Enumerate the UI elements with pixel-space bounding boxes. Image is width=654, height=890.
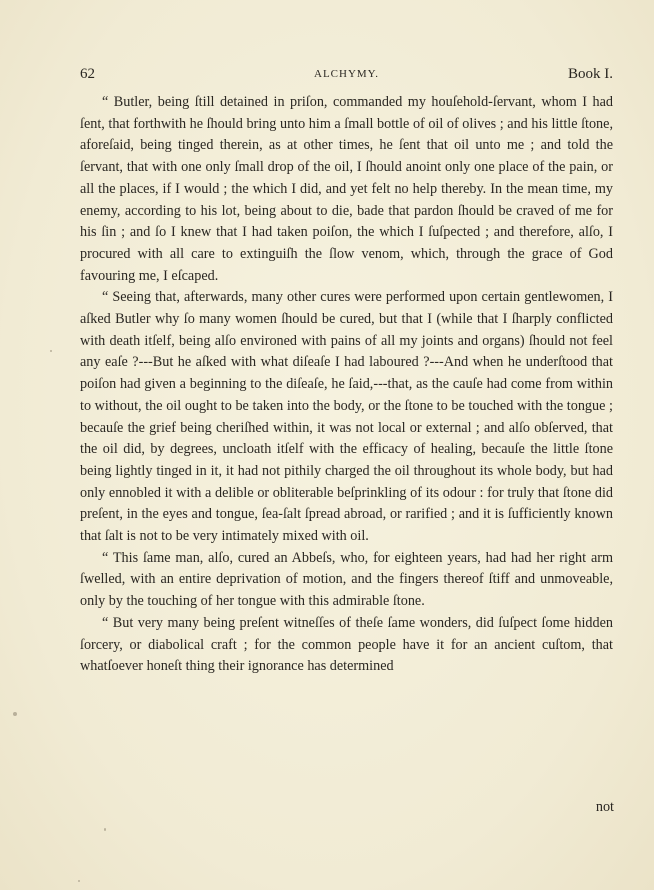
- running-title: ALCHYMY.: [314, 68, 379, 80]
- paper-speck: [50, 350, 52, 352]
- paragraph-abbess: “ This ſame man, alſo, cured an Abbeſs, who, for eighteen years, had had her right arm ſwelled, with an entire deprivation of motion, and the fingers thereof ſtiff and unmoveable, only by the touching of her tongue with this admirable ſtone.: [80, 549, 613, 610]
- paragraph-butler-prison: “ Butler, being ſtill detained in priſon, commanded my houſehold-ſervant, whom I had ſent, that forthwith he ſhould bring unto him a ſmall bottle of oil of olives ; and his little ſtone, aforeſaid, being tinged therein, as at other times, he ſent that oil unto me ; and told the ſervant, that with one only ſmall drop of the oil, I ſhould anoint only one place of the pain, or all the places, if I would ; the which I did, and yet felt no help thereby. In the mean time, my enemy, according to his lot, being about to die, bade that pardon ſhould be craved of me for his ſin ; and ſo I knew that I had taken poiſon, the which I ſuſpected ; and therefore, alſo, I procured with all care to extinguiſh the ſlow venom, which, through the grace of God favouring me, I eſcaped.: [80, 94, 613, 284]
- paper-speck: [13, 712, 17, 716]
- paper-speck: [104, 828, 106, 831]
- page-header: [80, 66, 613, 86]
- paragraph-sorcery: “ But very many being preſent witneſſes of theſe ſame wonders, did ſuſpect ſome hidden ſorcery, or diabolical craft ; for the common people have it for an ancient cuſtom, that whatſoever honeſt thing their ignorance has determined: [80, 614, 613, 675]
- paragraph-cures-gentlewomen: “ Seeing that, afterwards, many other cures were performed upon certain gentlewomen, I aſked Butler why ſo many women ſhould be cured, but that I (while that I ſharply conflicted with death itſelf, being alſo environed with pains of all my joints and organs) ſhould not feel any eaſe ?---But he aſked with what diſeaſe I had laboured ?---And when he underſtood that poiſon had given a beginning to the diſeaſe, he ſaid,---that, as the cauſe had come from within to without, the oil ought to be taken into the body, or the ſtone to be touched with the tongue ; becauſe the grief being cheriſhed within, it was not local or external ; and alſo obſerved, that the oil did, by degrees, uncloath itſelf with the efficacy of healing, becauſe the little ſtone being lightly tinged in it, it had not pithily charged the oil throughout its whole body, but had only ennobled it with a delible or obliterable beſprinkling of its odour : for truly that ſtone did preſent, in the eyes and tongue, ſea-ſalt ſpread abroad, or rarified ; and it is ſufficiently known that ſalt is not to be very intimately mixed with oil.: [80, 289, 613, 545]
- catchword: not: [595, 799, 614, 815]
- paper-speck: [78, 880, 80, 882]
- page-number: 62: [80, 66, 95, 82]
- book-label: Book I.: [568, 66, 613, 82]
- body-text: [80, 92, 613, 678]
